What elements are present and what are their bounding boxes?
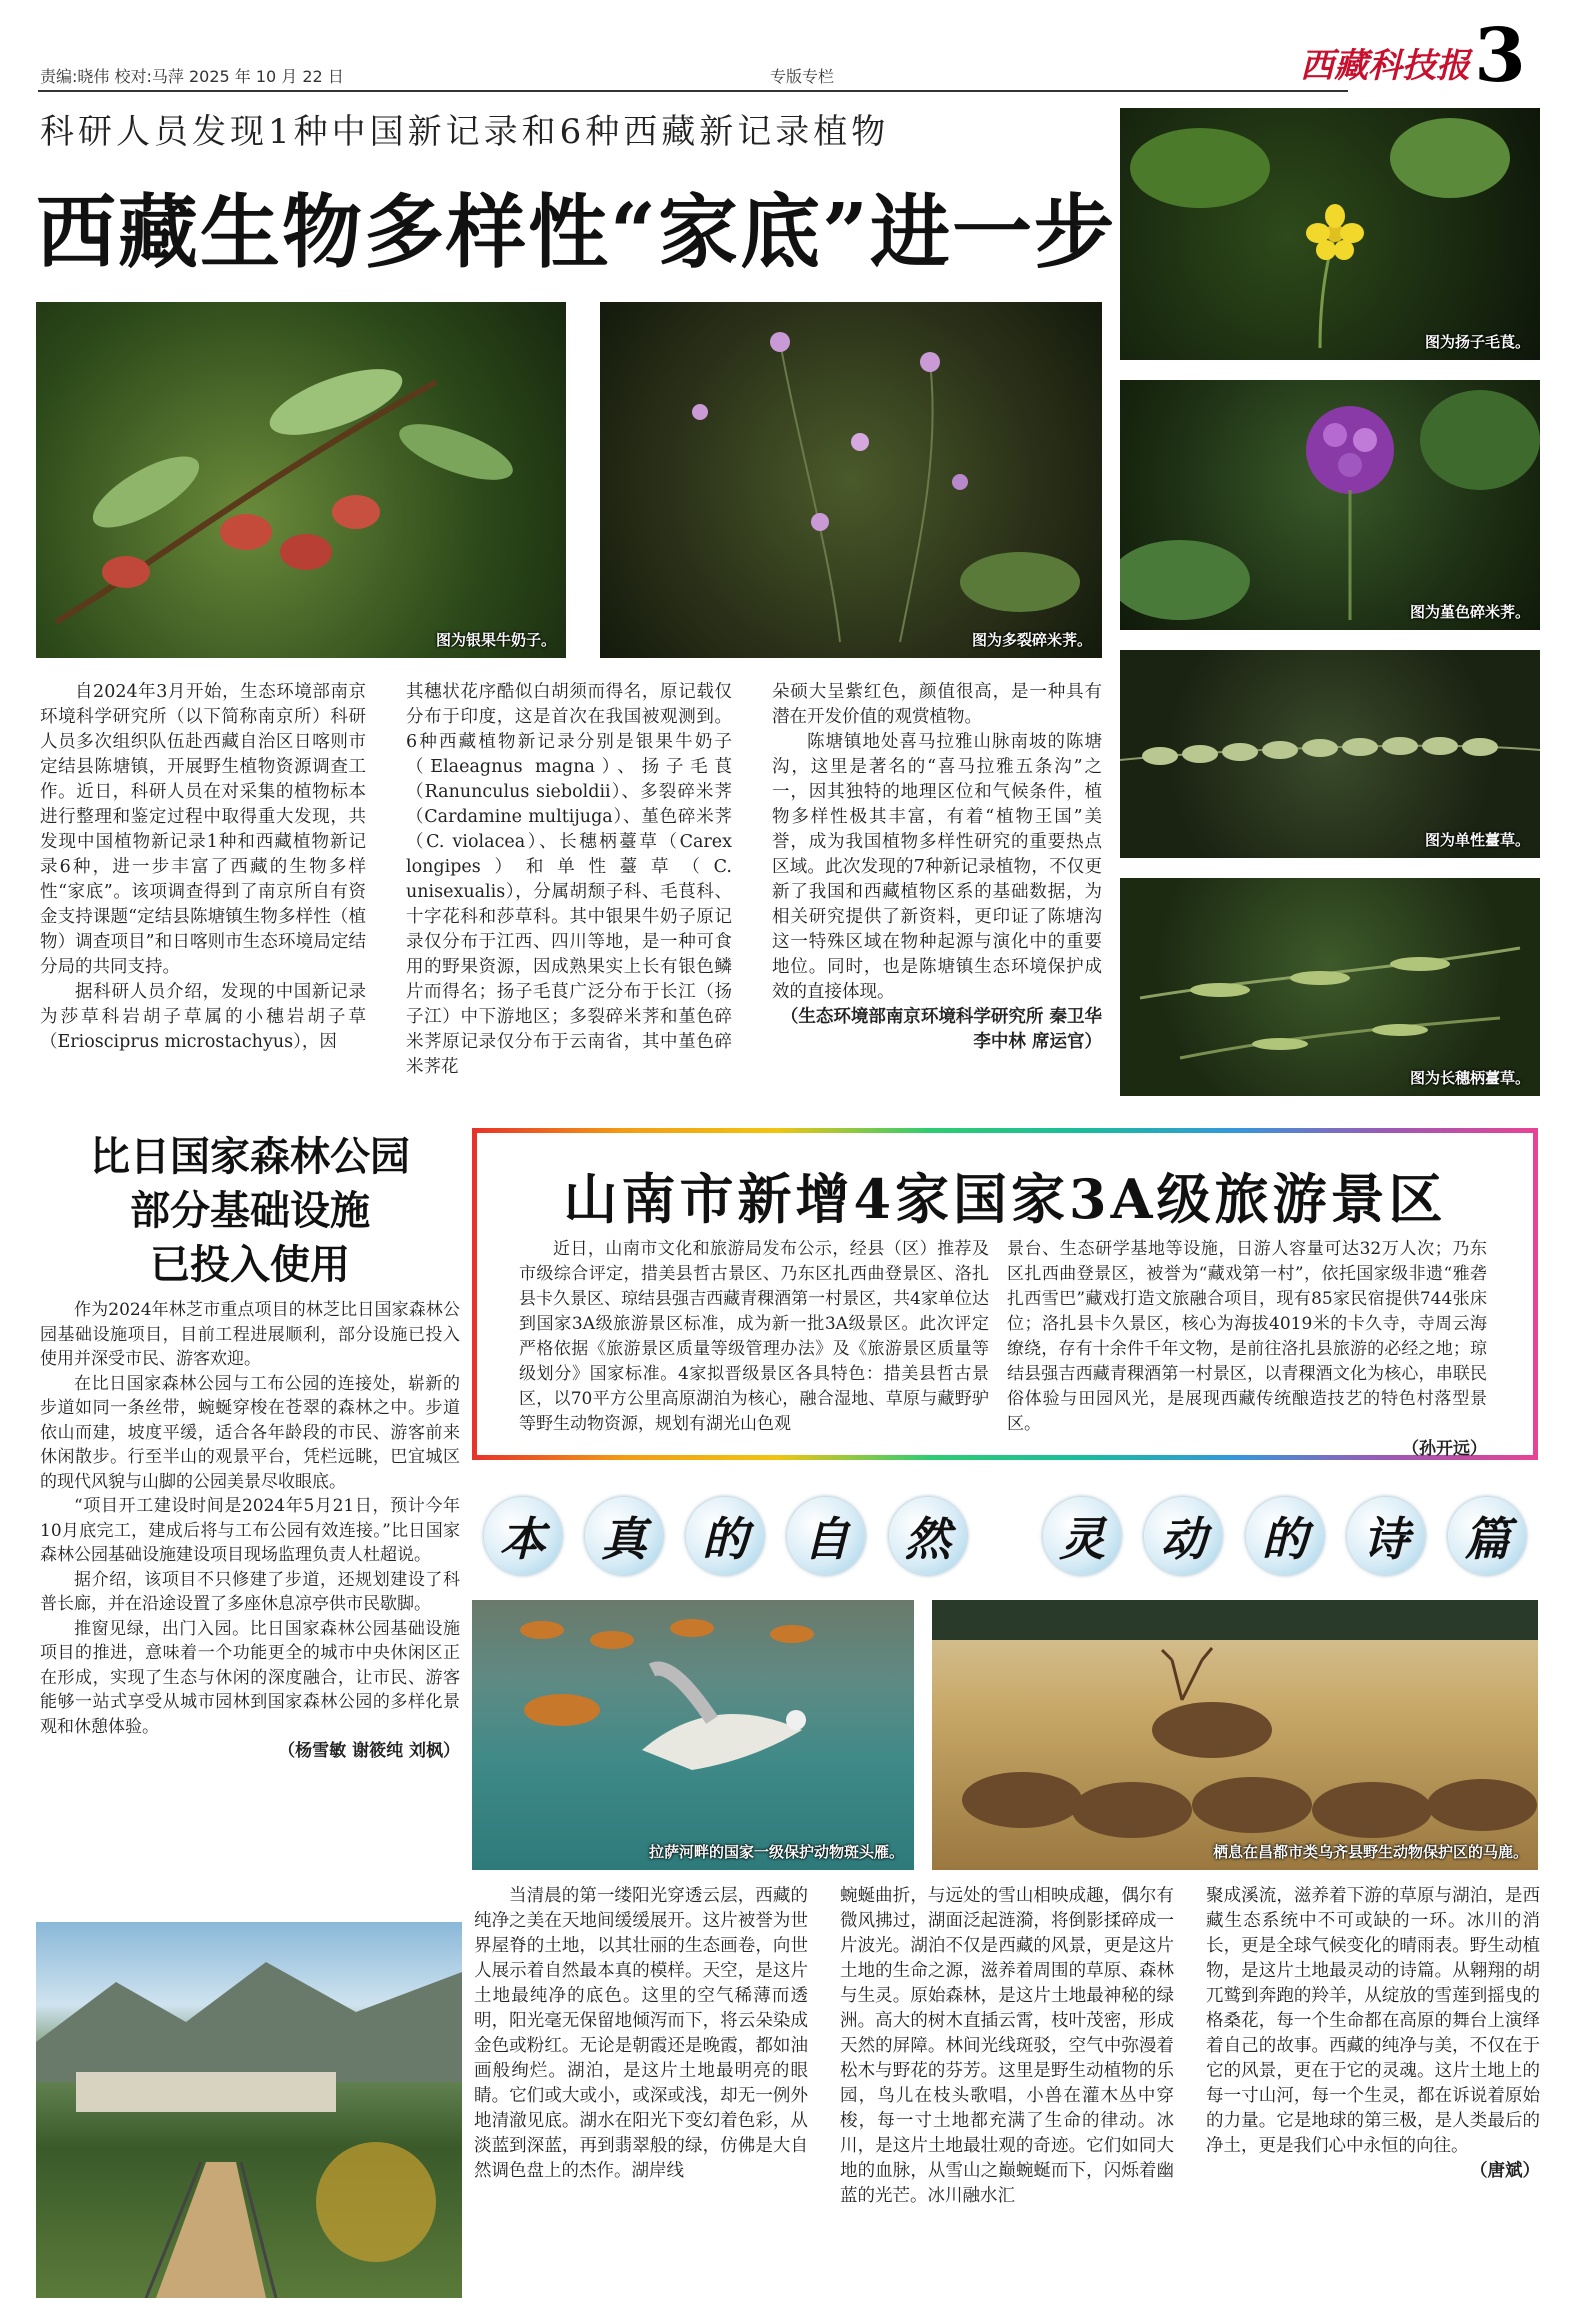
paragraph: 近日，山南市文化和旅游局发布公示，经县（区）推荐及市级综合评定，措美县哲古景区、乃东区扎西曲登景区、洛扎县卡久景区、琼结县强吉西藏青稞酒第一村景区，共4家单位达到国家3A级旅游景区标准，成为新一批3A级景区。此次评定严格依据《旅游景区质量等级管理办法》及《旅游景区质量等级划分》国家标准。4家拟晋级景区各具特色：措美县哲古景区，以70平方公里高原湖泊为核心，融合湿地、草原与藏野驴等野生动物资源，规划有湖光山色观 <box>519 1239 989 1434</box>
plant-photo-illustration <box>1120 650 1540 858</box>
article-signature: （孙开远） <box>1402 1439 1487 1459</box>
wildlife-col1 <box>474 1884 808 2184</box>
main-article-col1 <box>40 680 366 1055</box>
banner-char: 自 <box>787 1497 865 1575</box>
photo-caption: 图为多裂碎米荠。 <box>971 631 1092 649</box>
header-rule <box>38 90 1348 92</box>
paragraph: 据科研人员介绍，发现的中国新记录为莎草科岩胡子草属的小穗岩胡子草（Eriosciprus microstachyus），因 <box>40 982 366 1052</box>
photo-bar-headed-goose <box>472 1600 914 1870</box>
photo-caption: 拉萨河畔的国家一级保护动物斑头雁。 <box>648 1843 904 1861</box>
paragraph: 自2024年3月开始，生态环境部南京环境科学研究所（以下简称南京所）科研人员多次组织队伍赴西藏自治区日喀则市定结县陈塘镇，开展野生植物资源调查工作。近日，科研人员在对采集的植物标本进行整理和鉴定过程中取得重大发现，共发现中国植物新记录1种和西藏植物新记录6种，进一步丰富了西藏的生物多样性“家底”。该项调查得到了南京所自有资金支持课题“定结县陈塘镇生物多样性（植物）调查项目”和日喀则市生态环境局定结分局的共同支持。 <box>40 682 366 977</box>
photo-caption: 栖息在昌都市类乌齐县野生动物保护区的马鹿。 <box>1212 1843 1528 1861</box>
photo-jinse <box>1120 380 1540 630</box>
article-signature: （杨雪敏 谢筱纯 刘枫） <box>278 1741 460 1761</box>
banner-char: 然 <box>889 1497 967 1575</box>
plant-photo-illustration <box>1120 108 1540 360</box>
section-label: 专版专栏 <box>770 67 835 86</box>
banner-char: 本 <box>484 1497 562 1575</box>
photo-caption: 图为扬子毛茛。 <box>1424 333 1530 351</box>
paragraph: 陈塘镇地处喜马拉雅山脉南坡的陈塘沟，这里是著名的“喜马拉雅五条沟”之一，因其独特的地理区位和气候条件，植物多样性极其丰富，有着“植物王国”美誉，成为我国植物多样性研究的重要热点区域。此次发现的7种新记录植物，不仅更新了我国和西藏植物区系的基础数据，为相关研究提供了新资料，更印证了陈塘沟这一特殊区域在物种起源与演化中的重要地位。同时，也是陈塘镇生态环境保护成效的直接体现。 <box>772 732 1102 1002</box>
paragraph: 聚成溪流，滋养着下游的草原与湖泊，是西藏生态系统中不可或缺的一环。冰川的消长，更是全球气候变化的晴雨表。野生动植物，是这片土地最灵动的诗篇。从翱翔的胡兀鹫到奔跑的羚羊，从绽放的雪莲到摇曳的格桑花，每一个生命都在高原的舞台上演绎着自己的故事。西藏的纯净与美，不仅在于它的风景，更在于它的灵魂。这片土地上的每一寸山河，每一个生灵，都在诉说着原始的力量。它是地球的第三极，是人类最后的净土，更是我们心中永恒的向往。 <box>1206 1886 1540 2156</box>
banner-char: 真 <box>585 1497 663 1575</box>
banner-char: 诗 <box>1347 1497 1425 1575</box>
banner-char: 灵 <box>1043 1497 1121 1575</box>
bird-illustration <box>472 1600 914 1870</box>
paragraph: 推窗见绿，出门入园。比日国家森林公园基础设施项目的推进，意味着一个功能更全的城市中央休闲区正在形成，实现了生态与休闲的深度融合，让市民、游客能够一站式享受从城市园林到国家森林公园的多样化景观和休憩体验。 <box>40 1618 460 1737</box>
paragraph: 其穗状花序酷似白胡须而得名，原记载仅分布于印度，这是首次在我国被观测到。6种西藏植物新记录分别是银果牛奶子（Elaeagnus magna）、扬子毛茛（Ranunculus sieboldii）、多裂碎米荠（Cardamine multijuga）、堇色碎米荠（C. violacea）、长穗柄薹草（Carex longipes）和单性薹草（C. unisexualis），分属胡颓子科、毛茛科、十字花科和莎草科。其中银果牛奶子原记录仅分布于江西、四川等地，是一种可食用的野果资源，因成熟果实上长有银色鳞片而得名；扬子毛茛广泛分布于长江（扬子江）中下游地区；多裂碎米荠和堇色碎米荠原记录仅分布于云南省，其中堇色碎米荠花 <box>406 682 732 1077</box>
main-article-col3 <box>772 680 1102 1055</box>
title-line: 已投入使用 <box>150 1241 350 1288</box>
paragraph: 蜿蜒曲折，与远处的雪山相映成趣，偶尔有微风拂过，湖面泛起涟漪，将倒影揉碎成一片波光。湖泊不仅是西藏的风景，更是这片土地的生命之源，滋养着周围的草原、森林与生灵。原始森林，是这片土地最神秘的绿洲。高大的树木直插云霄，枝叶茂密，形成天然的屏障。林间光线斑驳，空气中弥漫着松木与野花的芬芳。这里是野生动植物的乐园，鸟儿在枝头歌唱，小兽在灌木丛中穿梭，每一寸土地都充满了生命的律动。冰川，是这片土地最壮观的奇迹。它们如同大地的血脉，从雪山之巅蜿蜒而下，闪烁着幽蓝的光芒。冰川融水汇 <box>840 1886 1174 2206</box>
shannan-article-frame <box>472 1128 1538 1460</box>
paragraph: 朵硕大呈紫红色，颜值很高，是一种具有潜在开发价值的观赏植物。 <box>772 682 1102 727</box>
photo-changsui <box>1120 878 1540 1096</box>
poem-banner <box>472 1496 1538 1576</box>
paragraph: 作为2024年林芝市重点项目的林芝比日国家森林公园基础设施项目，目前工程进展顺利，部分设施已投入使用并深受市民、游客欢迎。 <box>40 1300 460 1369</box>
paragraph: 据介绍，该项目不只修建了步道，还规划建设了科普长廊，并在沿途设置了多座休息凉亭供市民歇脚。 <box>40 1569 460 1614</box>
plant-photo-illustration <box>36 302 566 658</box>
forest-article-body <box>40 1298 460 1764</box>
shannan-article-title: 山南市新增4家国家3A级旅游景区 <box>563 1167 1447 1231</box>
wildlife-col3 <box>1206 1884 1540 2184</box>
plant-photo-illustration <box>1120 878 1540 1096</box>
shannan-col2 <box>1007 1237 1487 1462</box>
main-article-col2 <box>406 680 732 1080</box>
forest-article-title <box>40 1130 460 1292</box>
photo-danxing <box>1120 650 1540 858</box>
photo-caption: 图为堇色碎米荠。 <box>1409 603 1530 621</box>
photo-yinguo <box>36 302 566 658</box>
photo-caption: 图为单性薹草。 <box>1424 831 1530 849</box>
shannan-col1 <box>519 1237 989 1437</box>
title-line: 部分基础设施 <box>130 1187 370 1234</box>
newspaper-brand: 西藏科技报 <box>1300 46 1470 86</box>
paragraph: 在比日国家森林公园与工布公园的连接处，崭新的步道如同一条丝带，蜿蜒穿梭在苍翠的森林之中。步道依山而建，坡度平缓，适合各年龄段的市民、游客前来休闲散步。行至半山的观景平台，凭栏远眺，巴宜城区的现代风貌与山脚的公园美景尽收眼底。 <box>40 1373 460 1492</box>
banner-char: 篇 <box>1448 1497 1526 1575</box>
photo-caption: 图为长穗柄薹草。 <box>1409 1069 1530 1087</box>
plant-photo-illustration <box>1120 380 1540 630</box>
wildlife-col2 <box>840 1884 1174 2209</box>
photo-caption: 图为银果牛奶子。 <box>435 631 556 649</box>
banner-char: 的 <box>686 1497 764 1575</box>
photo-red-deer <box>932 1600 1538 1870</box>
title-line: 比日国家森林公园 <box>90 1133 410 1180</box>
paragraph: 当清晨的第一缕阳光穿透云层，西藏的纯净之美在天地间缓缓展开。这片被誉为世界屋脊的土地，以其壮丽的生态画卷，向世人展示着自然最本真的模样。天空，是这片土地最纯净的底色。这里的空气稀薄而透明，阳光毫无保留地倾泻而下，将云朵染成金色或粉红。无论是朝霞还是晚霞，都如油画般绚烂。湖泊，是这片土地最明亮的眼睛。它们或大或小，或深或浅，却无一例外地清澈见底。湖水在阳光下变幻着色彩，从淡蓝到深蓝，再到翡翠般的绿，仿佛是大自然调色盘上的杰作。湖岸线 <box>474 1886 808 2181</box>
paragraph: “项目开工建设时间是2024年5月21日，预计今年10月底完工，建成后将与工布公园有效连接。”比日国家森林公园基础设施建设项目现场监理负责人杜超说。 <box>40 1496 460 1565</box>
paragraph: 景台、生态研学基地等设施，日游人容量可达32万人次；乃东区扎西曲登景区，被誉为“藏戏第一村”，依托国家级非遗“雅砻扎西雪巴”藏戏打造文旅融合项目，现有85家民宿提供744张床位；洛扎县卡久景区，核心为海拔4019米的卡久寺，寺周云海缭绕，存有十余件千年文物，是前往洛扎县旅游的必经之地；琼结县强吉西藏青稞酒第一村景区，以青稞酒文化为核心，串联民俗体验与田园风光，是展现西藏传统酿造技艺的特色村落型景区。 <box>1007 1239 1487 1434</box>
deer-illustration <box>932 1600 1538 1870</box>
photo-yangzi <box>1120 108 1540 360</box>
banner-char: 动 <box>1144 1497 1222 1575</box>
article-signature: （唐斌） <box>1470 2161 1540 2181</box>
article-signature: （生态环境部南京环境科学研究所 秦卫华 李中林 席运官） <box>780 1007 1102 1052</box>
landscape-illustration <box>36 1922 462 2298</box>
plant-photo-illustration <box>600 302 1102 658</box>
photo-forest-walkway <box>36 1922 462 2298</box>
editor-info: 责编:晓伟 校对:马萍 2025 年 10 月 22 日 <box>40 67 344 86</box>
article-headline: 西藏生物多样性“家底”进一步 <box>36 185 1117 279</box>
page-number: 3 <box>1474 13 1526 99</box>
banner-char: 的 <box>1246 1497 1324 1575</box>
photo-duolie <box>600 302 1102 658</box>
article-kicker: 科研人员发现1种中国新记录和6种西藏新记录植物 <box>40 112 890 152</box>
